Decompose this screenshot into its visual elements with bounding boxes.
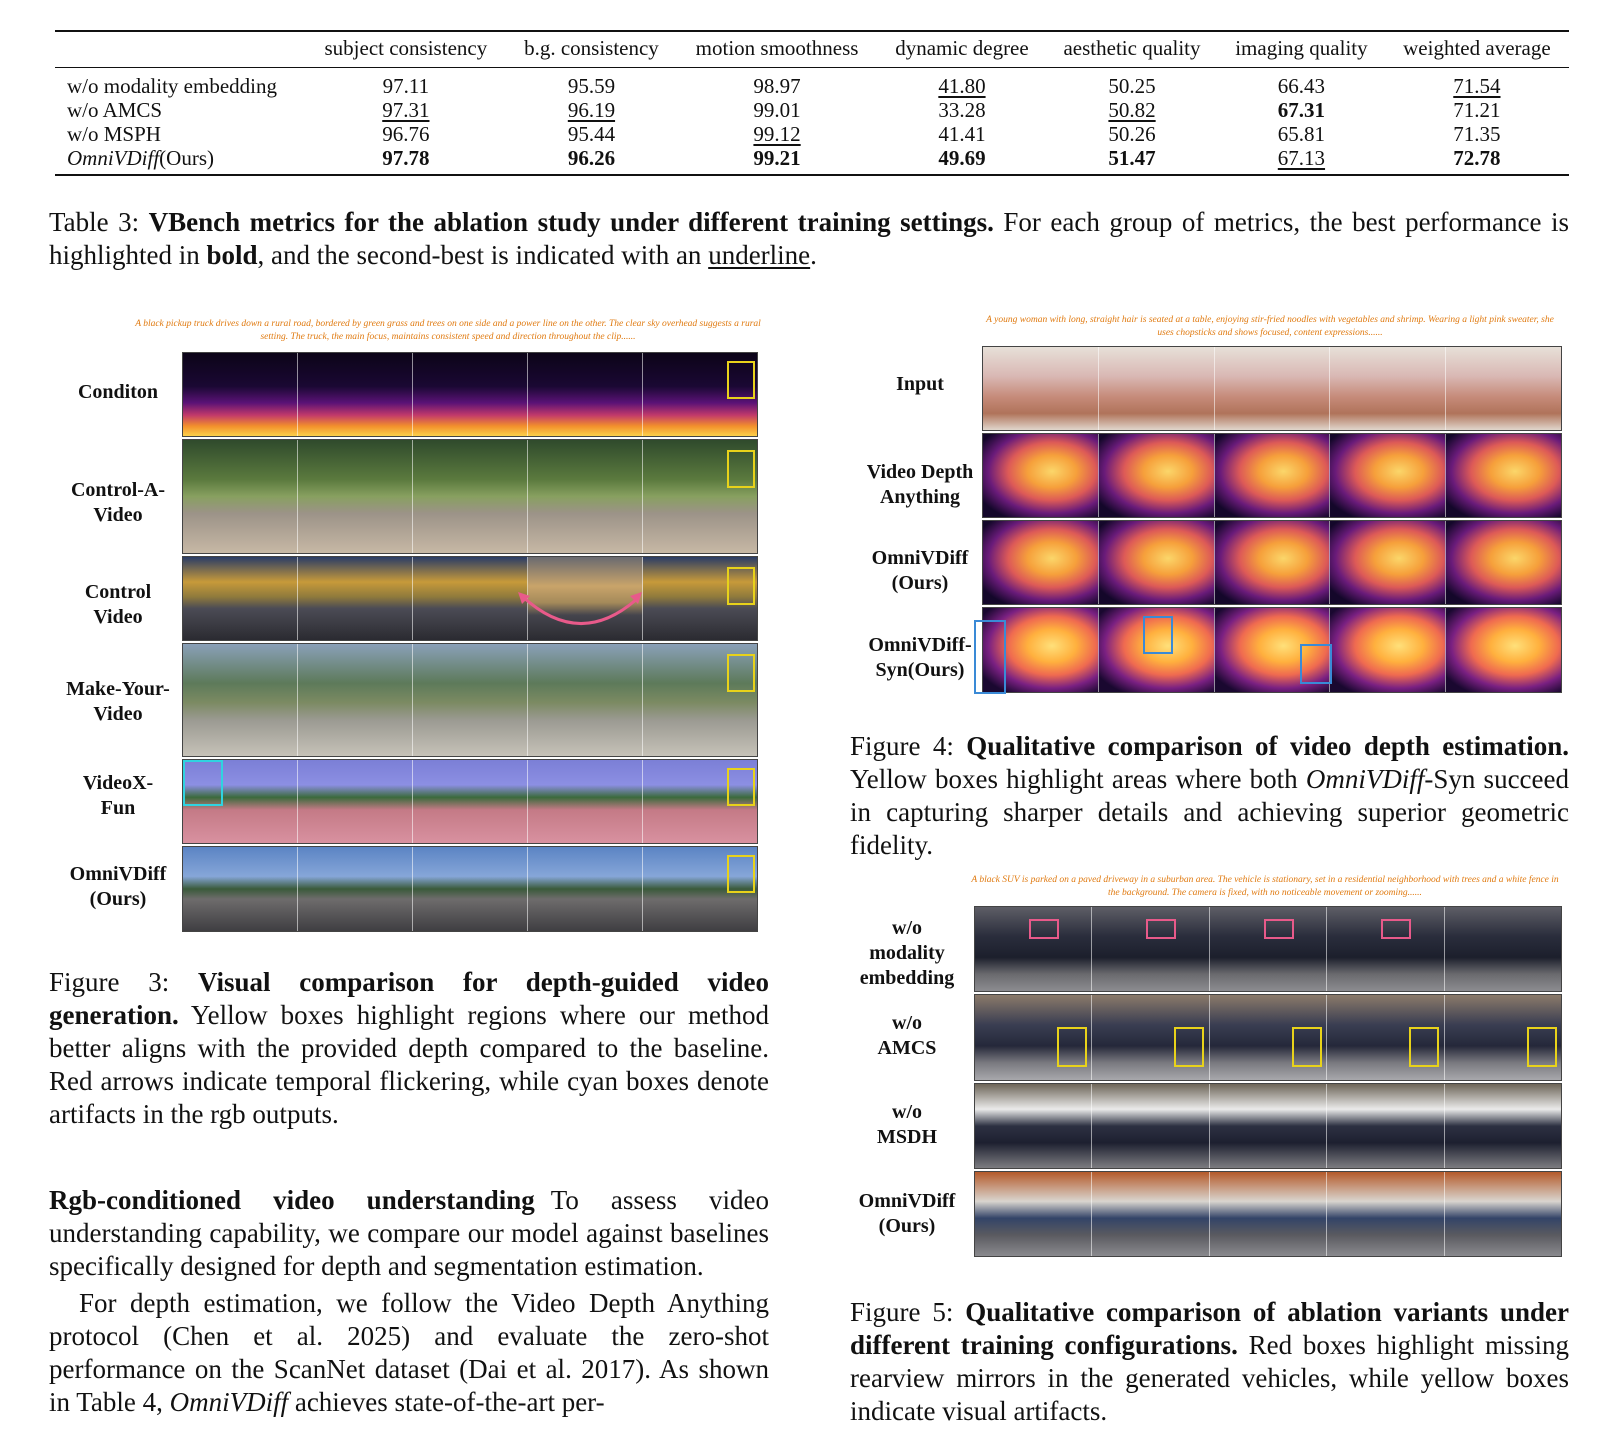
video-frame <box>643 440 757 553</box>
video-frame <box>1327 907 1444 991</box>
label-line: OmniVDiff <box>871 547 969 569</box>
row-name: w/o modality embedding <box>67 74 277 98</box>
table-cell: 96.26 <box>567 146 616 170</box>
caption-bold: VBench metrics for the ablation study under different training settings. <box>148 207 994 237</box>
depth-frame <box>1446 521 1561 604</box>
depth-frame <box>983 434 1099 517</box>
video-frame <box>528 353 643 436</box>
label-line: Video Depth <box>866 461 974 483</box>
blue-highlight-box <box>1300 644 1332 684</box>
label-line: OmniVDiff <box>858 1190 956 1212</box>
video-frame <box>1330 347 1446 430</box>
paragraph <box>49 1287 769 1419</box>
figure3-prompt: A black pickup truck drives down a rural road, bordered by green grass and trees on one side and a power line on the other. The clear sky overhead suggests a rural setting. The truck, the main focus, maintains consistent speed and direction throughout the clip...... <box>135 319 761 342</box>
figure5-strip-wo-msdh <box>974 1083 1562 1169</box>
label-line: Control <box>84 581 152 603</box>
label-line: Make-Your- <box>66 678 170 700</box>
label-line: Syn(Ours) <box>875 659 965 681</box>
video-frame <box>413 644 528 756</box>
video-frame <box>1092 1172 1209 1256</box>
depth-frame <box>1215 521 1331 604</box>
depth-frame <box>1099 521 1215 604</box>
video-frame <box>1210 1172 1327 1256</box>
row-name: w/o AMCS <box>67 98 163 122</box>
caption-bold: Visual comparison for depth-guided video generation. <box>49 967 770 1030</box>
ablation-table <box>55 30 1569 176</box>
caption-label: Figure 4: <box>850 731 967 761</box>
video-frame <box>1327 1084 1444 1168</box>
blue-highlight-box <box>974 620 1006 694</box>
table-cell: 50.26 <box>1108 122 1156 146</box>
video-frame <box>298 353 413 436</box>
method-name: OmniVDiff <box>1305 764 1425 794</box>
figure4-row-label <box>850 460 990 510</box>
table-cell: 99.12 <box>753 122 801 146</box>
label-line: OmniVDiff <box>69 863 167 885</box>
table-cell: 41.80 <box>938 74 986 98</box>
depth-frame <box>1446 608 1561 692</box>
video-frame <box>298 644 413 756</box>
video-frame <box>298 847 413 931</box>
table-cell: 65.81 <box>1277 122 1326 146</box>
video-frame <box>643 644 757 756</box>
video-frame <box>1210 1084 1327 1168</box>
table-cell: 51.47 <box>1108 146 1156 170</box>
table-cell: 66.43 <box>1277 74 1326 98</box>
table-header-row <box>55 31 1569 68</box>
table-cell: 67.13 <box>1277 146 1326 170</box>
table-cell: 96.19 <box>567 98 616 122</box>
figure5-caption <box>850 1296 1569 1428</box>
label-line: Input <box>896 373 944 395</box>
video-frame <box>1445 1172 1561 1256</box>
yellow-highlight-box <box>727 654 755 692</box>
video-frame <box>1092 1084 1209 1168</box>
label-line: MSDH <box>877 1126 937 1148</box>
label-line: Control-A- <box>70 479 166 501</box>
caption-label: Table 3: <box>49 207 149 237</box>
label-line: (Ours) <box>891 572 949 594</box>
video-frame <box>528 440 643 553</box>
figure4-strip-omnivdiff <box>982 520 1562 605</box>
red-flicker-arrow <box>518 590 648 630</box>
figure3-strip-make-your-video <box>182 643 758 757</box>
method-name: OmniVDiff <box>67 146 160 170</box>
table-header-cell: weighted average <box>1403 36 1551 60</box>
caption-text: Red boxes highlight missing rearview mirrors in the generated vehicles, while yellow boxes indicate visual artifacts. <box>850 1330 1569 1426</box>
table-cell: 97.31 <box>382 98 430 122</box>
video-frame <box>1446 347 1561 430</box>
figure4-row-label <box>850 633 990 683</box>
figure5-strip-wo-amcs <box>974 994 1562 1081</box>
figure4-caption <box>850 730 1569 862</box>
video-frame <box>975 1172 1092 1256</box>
caption-text: , and the second-best is indicated with an <box>257 240 709 270</box>
red-highlight-box <box>1381 919 1411 939</box>
red-highlight-box <box>1029 919 1059 939</box>
table-row <box>55 146 1569 175</box>
label-line: VideoX- <box>82 772 154 794</box>
figure3-strip-omnivdiff <box>182 846 758 932</box>
label-line: w/o <box>892 1012 922 1034</box>
figure5-strip-wo-modality-embedding <box>974 906 1562 992</box>
table-cell: 97.78 <box>382 146 430 170</box>
figure3-row-label <box>58 478 178 528</box>
depth-frame <box>1330 434 1446 517</box>
video-frame <box>413 847 528 931</box>
video-frame <box>413 440 528 553</box>
paragraph-text: achieves state-of-the-art per- <box>288 1387 605 1417</box>
video-frame <box>413 760 528 843</box>
depth-frame <box>1446 434 1561 517</box>
table-cell: 99.01 <box>753 98 801 122</box>
depth-frame <box>1330 608 1446 692</box>
video-frame <box>413 353 528 436</box>
video-frame <box>983 347 1099 430</box>
video-frame <box>1327 1172 1444 1256</box>
yellow-highlight-box <box>727 855 755 893</box>
table-cell: 97.11 <box>382 74 430 98</box>
caption-text: Yellow boxes highlight areas where both <box>850 764 1306 794</box>
yellow-highlight-box <box>727 361 755 399</box>
table-cell: 98.97 <box>753 74 801 98</box>
video-frame <box>298 760 413 843</box>
video-frame <box>643 557 757 640</box>
red-highlight-box <box>1264 919 1294 939</box>
depth-frame <box>1215 434 1331 517</box>
figure5-strip-omnivdiff <box>974 1171 1562 1257</box>
row-name: w/o MSPH <box>67 122 161 146</box>
figure3-row-label <box>58 580 178 630</box>
table-cell: 95.59 <box>567 74 616 98</box>
caption-text: Yellow boxes highlight regions where our method better aligns with the provided depth compared to the baseline. Red arrows indicate temporal flickering, while cyan boxes denote artifacts in the rgb outputs. <box>49 1000 769 1129</box>
figure5-prompt: A black SUV is parked on a paved driveway in a suburban area. The vehicle is stationary, set in a residential neighborhood with trees and a white fence in the background. The camera is fixed, with no noticeable movement or zooming...... <box>971 875 1559 898</box>
yellow-highlight-box <box>1409 1027 1439 1067</box>
figure4-strip-input <box>982 346 1562 431</box>
yellow-highlight-box <box>1527 1027 1557 1067</box>
video-frame <box>643 847 757 931</box>
table-row <box>55 98 1569 122</box>
caption-text: For each group of metrics, the best performance is highlighted in <box>49 207 1569 270</box>
yellow-highlight-box <box>1292 1027 1322 1067</box>
label-line: embedding <box>859 967 955 989</box>
video-frame <box>1327 995 1444 1080</box>
caption-text: -Syn succeed in capturing sharper details and achieving superior geometric fidelity. <box>850 764 1570 860</box>
figure3-strip-control-a-video <box>182 439 758 554</box>
table-cell: 50.82 <box>1108 98 1156 122</box>
video-frame <box>298 557 413 640</box>
video-frame <box>183 760 298 843</box>
label-line: Anything <box>879 486 961 508</box>
yellow-highlight-box <box>1174 1027 1204 1067</box>
figure4-strip-video-depth-anything <box>982 433 1562 518</box>
figure3-caption <box>49 966 769 1131</box>
red-highlight-box <box>1146 919 1176 939</box>
video-frame <box>298 440 413 553</box>
video-frame <box>528 644 643 756</box>
paragraph-text: To assess video understanding capability, we compare our model against baselines specifically designed for depth and segmentation estimation. <box>49 1185 769 1281</box>
video-frame <box>643 353 757 436</box>
video-frame <box>528 847 643 931</box>
table-cell: 99.21 <box>753 146 801 170</box>
table-cell: 67.31 <box>1277 98 1326 122</box>
method-name: OmniVDiff <box>169 1387 289 1417</box>
table-header-cell: b.g. consistency <box>524 36 659 60</box>
label-line: w/o <box>892 917 922 939</box>
video-frame <box>528 760 643 843</box>
caption-label: Figure 3: <box>49 967 198 997</box>
figure4-row-label <box>850 372 990 397</box>
table-header-cell <box>55 31 305 68</box>
figure5-row-label <box>850 1100 964 1150</box>
label-line: Video <box>93 703 143 725</box>
video-frame <box>183 353 298 436</box>
figure3-row-label <box>58 862 178 912</box>
table-row <box>55 122 1569 146</box>
video-frame <box>1215 347 1331 430</box>
table-cell: 33.28 <box>938 98 986 122</box>
video-frame <box>413 557 528 640</box>
paragraph-text: For depth estimation, we follow the Video Depth Anything protocol (Chen et al. 2025) and evaluate the zero-shot performance on the ScanNet dataset (Dai et al. 2017). As shown in Table 4, <box>49 1288 769 1417</box>
video-frame <box>183 440 298 553</box>
label-line: OmniVDiff- <box>868 634 972 656</box>
figure4-row-label <box>850 546 990 596</box>
video-frame <box>643 760 757 843</box>
row-name-ours <box>55 146 305 175</box>
yellow-highlight-box <box>1057 1027 1087 1067</box>
label-line: Video <box>93 504 143 526</box>
video-frame <box>1092 995 1209 1080</box>
table-header-cell: dynamic degree <box>895 36 1029 60</box>
video-frame <box>1099 347 1215 430</box>
video-frame <box>1210 907 1327 991</box>
table-cell: 50.25 <box>1108 74 1156 98</box>
video-frame <box>1092 907 1209 991</box>
label-line: (Ours) <box>89 888 147 910</box>
caption-label: Figure 5: <box>850 1297 966 1327</box>
figure5-row-label <box>850 1011 964 1061</box>
table-cell: 95.44 <box>567 122 616 146</box>
figure3-row-label <box>58 677 178 727</box>
video-frame <box>183 557 298 640</box>
table-row <box>55 68 1569 99</box>
table-cell: 71.21 <box>1453 98 1501 122</box>
blue-highlight-box <box>1143 616 1173 654</box>
figure4-prompt: A young woman with long, straight hair is seated at a table, enjoying stir-fried noodles with vegetables and shrimp. Wearing a light pink sweater, she uses chopsticks and shows focused, content expressions...... <box>986 315 1554 338</box>
depth-frame <box>1099 434 1215 517</box>
table-header-cell: subject consistency <box>324 36 488 60</box>
figure3-strip-videox-fun <box>182 759 758 844</box>
table-cell: 41.41 <box>938 122 986 146</box>
section-body <box>49 1184 769 1419</box>
table-cell: 71.54 <box>1453 74 1501 98</box>
caption-bold: Qualitative comparison of video depth estimation. <box>966 731 1569 761</box>
table3-caption <box>49 206 1569 272</box>
video-frame <box>1445 1084 1561 1168</box>
yellow-highlight-box <box>727 567 755 605</box>
figure4-strip-omnivdiff-syn <box>982 607 1562 693</box>
table-cell: 49.69 <box>938 146 986 170</box>
video-frame <box>183 847 298 931</box>
table-cell: 71.35 <box>1453 122 1501 146</box>
figure5-row-label <box>850 916 964 991</box>
yellow-highlight-box <box>727 450 755 488</box>
video-frame <box>975 995 1092 1080</box>
video-frame <box>1445 995 1561 1080</box>
label-line: (Ours) <box>878 1215 936 1237</box>
caption-underline-word: underline <box>708 240 811 270</box>
section-heading: Rgb-conditioned video understanding <box>49 1185 535 1215</box>
yellow-highlight-box <box>727 768 755 806</box>
table-header-cell: aesthetic quality <box>1063 36 1201 60</box>
video-frame <box>1445 907 1561 991</box>
figure5-row-label <box>850 1189 964 1239</box>
label-line: modality <box>869 942 945 964</box>
depth-frame <box>1330 521 1446 604</box>
video-frame <box>183 644 298 756</box>
video-frame <box>1210 995 1327 1080</box>
figure3-row-label <box>58 380 178 405</box>
caption-text: . <box>810 240 817 270</box>
label-line: Video <box>93 606 143 628</box>
caption-bold-word: bold <box>206 240 258 270</box>
table-header-cell: imaging quality <box>1235 36 1368 60</box>
table-cell: 96.76 <box>382 122 430 146</box>
figure3-row-label <box>58 771 178 821</box>
figure3-strip-condition <box>182 352 758 437</box>
paragraph <box>49 1184 769 1283</box>
label-line: Conditon <box>77 381 159 403</box>
ours-suffix: (Ours) <box>159 146 214 170</box>
caption-bold: Qualitative comparison of ablation variants under different training configurations. <box>850 1297 1569 1360</box>
depth-frame <box>983 521 1099 604</box>
cyan-artifact-box <box>183 760 223 806</box>
video-frame <box>975 1084 1092 1168</box>
table-header-cell: motion smoothness <box>695 36 859 60</box>
label-line: AMCS <box>877 1037 937 1059</box>
table-cell: 72.78 <box>1453 146 1501 170</box>
label-line: w/o <box>892 1101 922 1123</box>
label-line: Fun <box>100 797 136 819</box>
figure3-strip-control-video <box>182 556 758 641</box>
video-frame <box>975 907 1092 991</box>
